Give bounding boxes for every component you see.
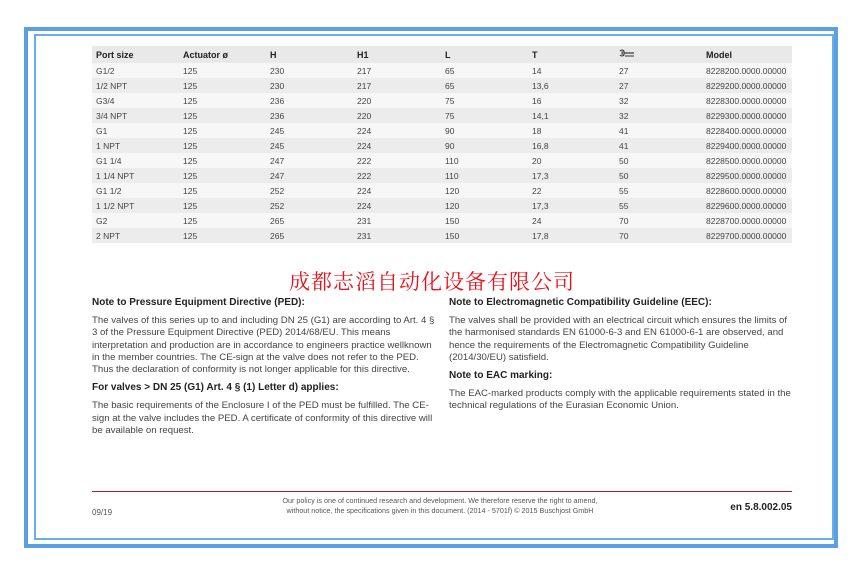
table-cell: 150 [441,213,528,228]
spec-table [92,46,792,243]
header-t: T [528,46,615,63]
emc-title: Note to Electromagnetic Compatibility Guideline (EEC): [449,297,712,308]
table-cell: 55 [615,198,702,213]
header-model: Model [702,46,792,63]
table-row [92,153,792,168]
table-cell: 8228600.0000.00000 [702,183,792,198]
table-cell: 224 [353,198,441,213]
table-cell: 75 [441,108,528,123]
table-row [92,228,792,243]
company-name: 成都志滔自动化设备有限公司 [289,270,575,294]
table-cell: 245 [266,123,353,138]
table-cell: 90 [441,138,528,153]
header-l: L [441,46,528,63]
table-cell: 1 1/2 NPT [92,198,179,213]
table-cell: 50 [615,153,702,168]
table-row [92,78,792,93]
table-cell: 90 [441,123,528,138]
header-h: H [266,46,353,63]
table-row [92,123,792,138]
table-cell: 17,8 [528,228,615,243]
table-cell: 222 [353,168,441,183]
dn25-text: The basic requirements of the Enclosure I of the PED must be fulfilled. The CE-sign at the valve includes the PED. A certificate of conformity of this directive will be available on request. [92,400,433,436]
table-cell: 125 [179,183,266,198]
emc-text: The valves shall be provided with an electrical circuit which ensures the limits of the harmonised standards EN 61000-6-3 and EN 61000-6-1 are observed, and hence the requirements of the Electromagnetic Compatibility Guideline (2014/30/EU) satisfield. [449,315,788,363]
table-cell: 110 [441,168,528,183]
table-cell: 8228700.0000.00000 [702,213,792,228]
table-cell: G1 1/2 [92,183,179,198]
table-cell: 220 [353,93,441,108]
table-cell: 125 [179,168,266,183]
table-cell: 252 [266,183,353,198]
table-cell: 1/2 NPT [92,78,179,93]
table-row [92,138,792,153]
table-cell: 125 [179,78,266,93]
table-cell: 75 [441,93,528,108]
footer-date: 09/19 [92,508,113,517]
table-cell: 236 [266,93,353,108]
table-cell: 22 [528,183,615,198]
notes-right-column [449,297,794,419]
table-cell: 236 [266,108,353,123]
table-row [92,198,792,213]
table-cell: 8228200.0000.00000 [702,63,792,78]
header-h1: H1 [353,46,441,63]
notes-left-column [92,297,437,443]
table-row [92,183,792,198]
table-cell: 125 [179,108,266,123]
table-cell: 110 [441,153,528,168]
document-code: en 5.8.002.05 [730,502,792,513]
table-cell: 14 [528,63,615,78]
eac-title: Note to EAC marking: [449,370,553,382]
ped-title: Note to Pressure Equipment Directive (PED): [92,297,305,308]
table-cell: 8229400.0000.00000 [702,138,792,153]
table-cell: 65 [441,78,528,93]
table-cell: 217 [353,63,441,78]
table-cell: G1 [92,123,179,138]
table-cell: 230 [266,78,353,93]
table-cell: 14,1 [528,108,615,123]
table-cell: 18 [528,123,615,138]
table-row [92,93,792,108]
table-cell: 27 [615,78,702,93]
header-actuator: Actuator ø [179,46,266,63]
table-cell: 70 [615,213,702,228]
table-cell: 20 [528,153,615,168]
ped-text: The valves of this series up to and including DN 25 (G1) are according to Art. 4 § 3 of the Pressure Equipment Directive (PED) 2014/68/EU. This means interpretation and production are in accordance to engineers practice wellknown in the member countries. The CE-sign at the valve does not refer to the PED. Thus the declaration of conformity is not longer applicable for this directive. [92,315,435,376]
table-cell: 17,3 [528,198,615,213]
footer-policy [230,496,650,515]
table-cell: 224 [353,123,441,138]
table-cell: 125 [179,63,266,78]
table-cell: 8229200.0000.00000 [702,78,792,93]
table-cell: 120 [441,183,528,198]
table-cell: 247 [266,153,353,168]
table-row [92,108,792,123]
table-cell: 70 [615,228,702,243]
table-cell: 13,6 [528,78,615,93]
table-cell: 8229500.0000.00000 [702,168,792,183]
table-cell: G1 1/4 [92,153,179,168]
table-cell: 16 [528,93,615,108]
table-cell: G1/2 [92,63,179,78]
footer-rule [92,491,792,492]
policy-line-2: without notice, the specifications given in this document. (2014 - 5701f) © 2015 Buschjost GmbH [286,505,594,515]
table-cell: 17,3 [528,168,615,183]
table-row [92,168,792,183]
table-cell: 265 [266,213,353,228]
wrench-icon [619,49,635,61]
table-cell: 150 [441,228,528,243]
table-cell: 50 [615,168,702,183]
table-cell: 65 [441,63,528,78]
table-cell: 8229300.0000.00000 [702,108,792,123]
table-cell: 125 [179,198,266,213]
table-cell: 32 [615,93,702,108]
table-cell: 1 1/4 NPT [92,168,179,183]
table-cell: G2 [92,213,179,228]
spec-table-container [92,46,792,243]
header-wrench [615,46,702,63]
table-cell: 231 [353,228,441,243]
table-cell: 247 [266,168,353,183]
table-cell: 125 [179,153,266,168]
table-cell: 27 [615,63,702,78]
table-cell: 8229700.0000.00000 [702,228,792,243]
table-cell: 2 NPT [92,228,179,243]
table-cell: 1 NPT [92,138,179,153]
table-cell: 125 [179,123,266,138]
table-cell: 125 [179,138,266,153]
table-cell: G3/4 [92,93,179,108]
table-cell: 230 [266,63,353,78]
table-cell: 125 [179,93,266,108]
table-cell: 8228300.0000.00000 [702,93,792,108]
table-cell: 222 [353,153,441,168]
table-cell: 125 [179,213,266,228]
table-cell: 41 [615,123,702,138]
table-cell: 16,8 [528,138,615,153]
table-cell: 224 [353,138,441,153]
table-cell: 125 [179,228,266,243]
table-cell: 8229600.0000.00000 [702,198,792,213]
table-cell: 231 [353,213,441,228]
dn25-title: For valves > DN 25 (G1) Art. 4 § (1) Letter d) applies: [92,382,339,394]
table-cell: 224 [353,183,441,198]
table-cell: 252 [266,198,353,213]
table-cell: 217 [353,78,441,93]
table-cell: 41 [615,138,702,153]
table-cell: 32 [615,108,702,123]
eac-text: The EAC-marked products comply with the applicable requirements stated in the technical regulations of the Eurasian Economic Union. [449,388,791,412]
table-header-row [92,46,792,63]
table-cell: 3/4 NPT [92,108,179,123]
table-row [92,63,792,78]
spec-table-body [92,63,792,243]
table-cell: 24 [528,213,615,228]
table-cell: 55 [615,183,702,198]
table-row [92,213,792,228]
table-cell: 120 [441,198,528,213]
policy-line-1: Our policy is one of continued research and development. We therefore reserve the right to amend, [282,496,598,505]
header-port-size: Port size [92,46,179,63]
table-cell: 220 [353,108,441,123]
table-cell: 8228400.0000.00000 [702,123,792,138]
table-cell: 8228500.0000.00000 [702,153,792,168]
table-cell: 245 [266,138,353,153]
table-cell: 265 [266,228,353,243]
